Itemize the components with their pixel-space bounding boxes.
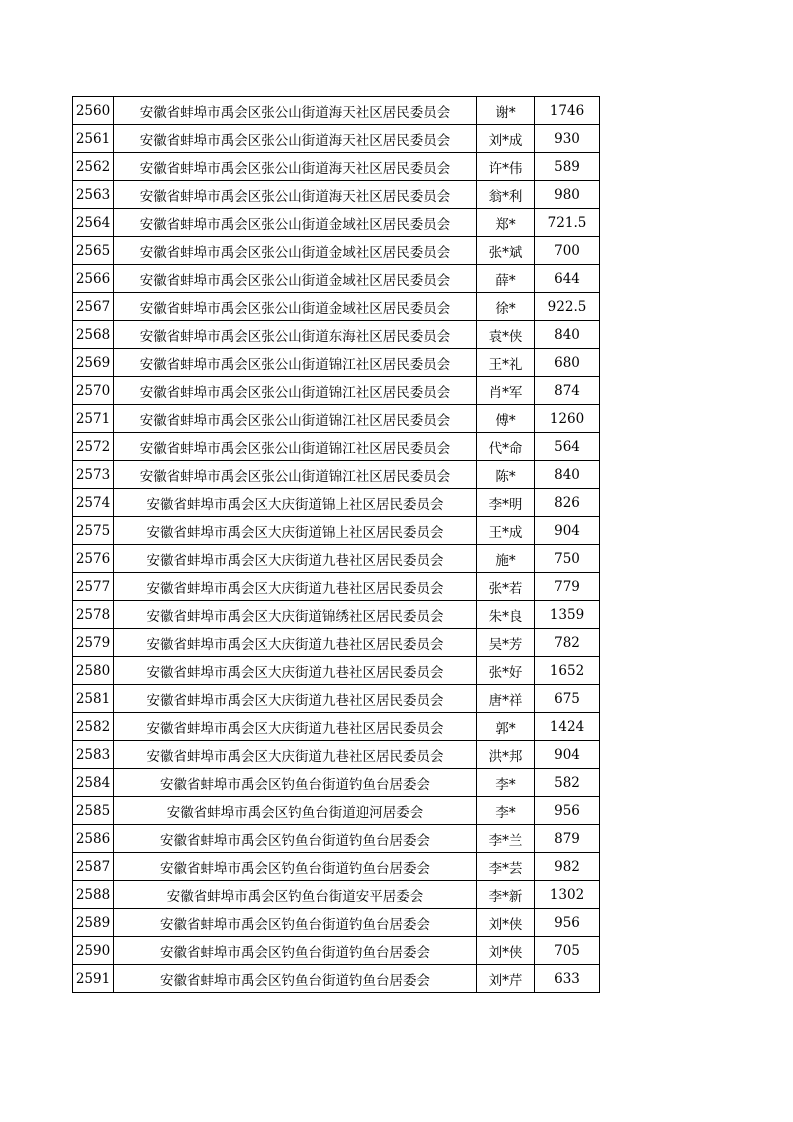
row-number-cell: 2589	[73, 909, 114, 937]
name-cell: 张*若	[477, 573, 535, 601]
table-body	[73, 97, 600, 993]
name-cell: 郭*	[477, 713, 535, 741]
name-cell: 徐*	[477, 293, 535, 321]
amount-cell: 564	[535, 433, 600, 461]
amount-cell: 956	[535, 909, 600, 937]
name-cell: 洪*邦	[477, 741, 535, 769]
amount-cell: 1359	[535, 601, 600, 629]
row-number-cell: 2581	[73, 685, 114, 713]
organization-cell: 安徽省蚌埠市禹会区大庆街道九巷社区居民委员会	[114, 545, 477, 573]
amount-cell: 982	[535, 853, 600, 881]
table-row	[73, 209, 600, 237]
table-row	[73, 97, 600, 125]
amount-cell: 930	[535, 125, 600, 153]
row-number-cell: 2560	[73, 97, 114, 125]
table-row	[73, 965, 600, 993]
organization-cell: 安徽省蚌埠市禹会区张公山街道金域社区居民委员会	[114, 265, 477, 293]
organization-cell: 安徽省蚌埠市禹会区张公山街道锦江社区居民委员会	[114, 461, 477, 489]
name-cell: 陈*	[477, 461, 535, 489]
amount-cell: 589	[535, 153, 600, 181]
organization-cell: 安徽省蚌埠市禹会区钓鱼台街道钓鱼台居委会	[114, 769, 477, 797]
table-row	[73, 937, 600, 965]
amount-cell: 840	[535, 321, 600, 349]
name-cell: 李*	[477, 797, 535, 825]
table-row	[73, 881, 600, 909]
organization-cell: 安徽省蚌埠市禹会区张公山街道金域社区居民委员会	[114, 293, 477, 321]
row-number-cell: 2569	[73, 349, 114, 377]
name-cell: 谢*	[477, 97, 535, 125]
row-number-cell: 2562	[73, 153, 114, 181]
name-cell: 袁*侠	[477, 321, 535, 349]
row-number-cell: 2565	[73, 237, 114, 265]
amount-cell: 750	[535, 545, 600, 573]
table-row	[73, 125, 600, 153]
amount-cell: 675	[535, 685, 600, 713]
row-number-cell: 2574	[73, 489, 114, 517]
organization-cell: 安徽省蚌埠市禹会区大庆街道九巷社区居民委员会	[114, 741, 477, 769]
name-cell: 施*	[477, 545, 535, 573]
name-cell: 张*斌	[477, 237, 535, 265]
table-row	[73, 601, 600, 629]
organization-cell: 安徽省蚌埠市禹会区张公山街道海天社区居民委员会	[114, 97, 477, 125]
organization-cell: 安徽省蚌埠市禹会区张公山街道锦江社区居民委员会	[114, 349, 477, 377]
organization-cell: 安徽省蚌埠市禹会区钓鱼台街道钓鱼台居委会	[114, 909, 477, 937]
table-row	[73, 321, 600, 349]
organization-cell: 安徽省蚌埠市禹会区大庆街道九巷社区居民委员会	[114, 629, 477, 657]
name-cell: 肖*军	[477, 377, 535, 405]
table-row	[73, 489, 600, 517]
organization-cell: 安徽省蚌埠市禹会区张公山街道锦江社区居民委员会	[114, 377, 477, 405]
row-number-cell: 2567	[73, 293, 114, 321]
row-number-cell: 2576	[73, 545, 114, 573]
amount-cell: 1746	[535, 97, 600, 125]
row-number-cell: 2566	[73, 265, 114, 293]
amount-cell: 644	[535, 265, 600, 293]
amount-cell: 582	[535, 769, 600, 797]
amount-cell: 980	[535, 181, 600, 209]
table-row	[73, 629, 600, 657]
amount-cell: 840	[535, 461, 600, 489]
organization-cell: 安徽省蚌埠市禹会区大庆街道九巷社区居民委员会	[114, 573, 477, 601]
amount-cell: 700	[535, 237, 600, 265]
row-number-cell: 2563	[73, 181, 114, 209]
table-row	[73, 825, 600, 853]
name-cell: 刘*成	[477, 125, 535, 153]
table-row	[73, 797, 600, 825]
amount-cell: 633	[535, 965, 600, 993]
table-row	[73, 181, 600, 209]
table-row	[73, 741, 600, 769]
amount-cell: 874	[535, 377, 600, 405]
row-number-cell: 2591	[73, 965, 114, 993]
row-number-cell: 2586	[73, 825, 114, 853]
name-cell: 许*伟	[477, 153, 535, 181]
organization-cell: 安徽省蚌埠市禹会区张公山街道海天社区居民委员会	[114, 153, 477, 181]
table-row	[73, 433, 600, 461]
amount-cell: 904	[535, 517, 600, 545]
name-cell: 李*	[477, 769, 535, 797]
organization-cell: 安徽省蚌埠市禹会区张公山街道海天社区居民委员会	[114, 181, 477, 209]
name-cell: 刘*芹	[477, 965, 535, 993]
row-number-cell: 2568	[73, 321, 114, 349]
table-row	[73, 517, 600, 545]
table-row	[73, 377, 600, 405]
name-cell: 王*礼	[477, 349, 535, 377]
row-number-cell: 2587	[73, 853, 114, 881]
name-cell: 吴*芳	[477, 629, 535, 657]
name-cell: 代*命	[477, 433, 535, 461]
organization-cell: 安徽省蚌埠市禹会区张公山街道金域社区居民委员会	[114, 237, 477, 265]
table-row	[73, 461, 600, 489]
name-cell: 唐*祥	[477, 685, 535, 713]
amount-cell: 779	[535, 573, 600, 601]
organization-cell: 安徽省蚌埠市禹会区大庆街道九巷社区居民委员会	[114, 657, 477, 685]
name-cell: 朱*良	[477, 601, 535, 629]
table-row	[73, 153, 600, 181]
amount-cell: 1302	[535, 881, 600, 909]
organization-cell: 安徽省蚌埠市禹会区钓鱼台街道钓鱼台居委会	[114, 825, 477, 853]
row-number-cell: 2572	[73, 433, 114, 461]
table-row	[73, 853, 600, 881]
organization-cell: 安徽省蚌埠市禹会区张公山街道锦江社区居民委员会	[114, 405, 477, 433]
organization-cell: 安徽省蚌埠市禹会区大庆街道锦上社区居民委员会	[114, 489, 477, 517]
organization-cell: 安徽省蚌埠市禹会区钓鱼台街道钓鱼台居委会	[114, 965, 477, 993]
name-cell: 傅*	[477, 405, 535, 433]
name-cell: 刘*侠	[477, 937, 535, 965]
table-row	[73, 685, 600, 713]
row-number-cell: 2582	[73, 713, 114, 741]
amount-cell: 721.5	[535, 209, 600, 237]
amount-cell: 1260	[535, 405, 600, 433]
table-row	[73, 713, 600, 741]
name-cell: 李*芸	[477, 853, 535, 881]
amount-cell: 879	[535, 825, 600, 853]
table-row	[73, 657, 600, 685]
table-row	[73, 545, 600, 573]
name-cell: 王*成	[477, 517, 535, 545]
table-row	[73, 573, 600, 601]
row-number-cell: 2578	[73, 601, 114, 629]
organization-cell: 安徽省蚌埠市禹会区钓鱼台街道钓鱼台居委会	[114, 853, 477, 881]
organization-cell: 安徽省蚌埠市禹会区大庆街道锦绣社区居民委员会	[114, 601, 477, 629]
organization-cell: 安徽省蚌埠市禹会区钓鱼台街道钓鱼台居委会	[114, 937, 477, 965]
amount-cell: 1652	[535, 657, 600, 685]
row-number-cell: 2577	[73, 573, 114, 601]
table-row	[73, 909, 600, 937]
row-number-cell: 2579	[73, 629, 114, 657]
name-cell: 翁*利	[477, 181, 535, 209]
amount-cell: 956	[535, 797, 600, 825]
row-number-cell: 2585	[73, 797, 114, 825]
row-number-cell: 2573	[73, 461, 114, 489]
organization-cell: 安徽省蚌埠市禹会区大庆街道九巷社区居民委员会	[114, 713, 477, 741]
organization-cell: 安徽省蚌埠市禹会区大庆街道锦上社区居民委员会	[114, 517, 477, 545]
row-number-cell: 2584	[73, 769, 114, 797]
organization-cell: 安徽省蚌埠市禹会区钓鱼台街道迎河居委会	[114, 797, 477, 825]
table-row	[73, 237, 600, 265]
row-number-cell: 2583	[73, 741, 114, 769]
table-row	[73, 265, 600, 293]
amount-cell: 680	[535, 349, 600, 377]
amount-cell: 904	[535, 741, 600, 769]
name-cell: 刘*侠	[477, 909, 535, 937]
organization-cell: 安徽省蚌埠市禹会区张公山街道海天社区居民委员会	[114, 125, 477, 153]
amount-cell: 1424	[535, 713, 600, 741]
row-number-cell: 2571	[73, 405, 114, 433]
row-number-cell: 2580	[73, 657, 114, 685]
organization-cell: 安徽省蚌埠市禹会区钓鱼台街道安平居委会	[114, 881, 477, 909]
organization-cell: 安徽省蚌埠市禹会区张公山街道金域社区居民委员会	[114, 209, 477, 237]
table-row	[73, 293, 600, 321]
table-row	[73, 349, 600, 377]
amount-cell: 922.5	[535, 293, 600, 321]
amount-cell: 705	[535, 937, 600, 965]
name-cell: 郑*	[477, 209, 535, 237]
row-number-cell: 2590	[73, 937, 114, 965]
name-cell: 薛*	[477, 265, 535, 293]
beneficiary-table	[72, 96, 600, 993]
amount-cell: 826	[535, 489, 600, 517]
name-cell: 李*兰	[477, 825, 535, 853]
row-number-cell: 2570	[73, 377, 114, 405]
amount-cell: 782	[535, 629, 600, 657]
name-cell: 李*新	[477, 881, 535, 909]
row-number-cell: 2588	[73, 881, 114, 909]
row-number-cell: 2564	[73, 209, 114, 237]
name-cell: 张*好	[477, 657, 535, 685]
name-cell: 李*明	[477, 489, 535, 517]
organization-cell: 安徽省蚌埠市禹会区大庆街道九巷社区居民委员会	[114, 685, 477, 713]
row-number-cell: 2575	[73, 517, 114, 545]
organization-cell: 安徽省蚌埠市禹会区张公山街道东海社区居民委员会	[114, 321, 477, 349]
organization-cell: 安徽省蚌埠市禹会区张公山街道锦江社区居民委员会	[114, 433, 477, 461]
table-row	[73, 405, 600, 433]
row-number-cell: 2561	[73, 125, 114, 153]
table-row	[73, 769, 600, 797]
